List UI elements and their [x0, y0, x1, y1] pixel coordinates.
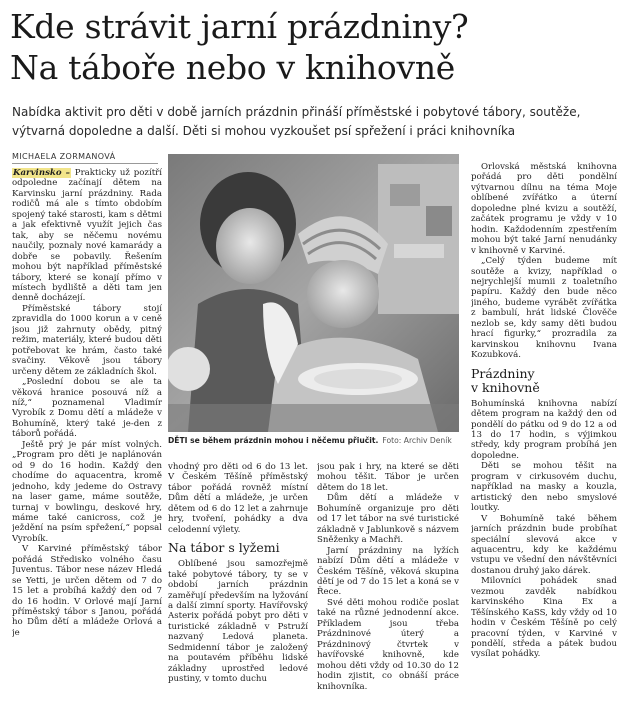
section-subtitle: Na tábor s lyžemi [168, 540, 280, 556]
paragraph: V Bohumíně také během jarních prázdnin bude probíhat speciální slevová akce v aquacentru, kdy ke každému vstupu ve všední den návštěvníci dostanou druhý jako dárek. [471, 513, 617, 576]
headline-line-2: Na táboře nebo v knihovně [10, 48, 456, 87]
paragraph: Orlovská městská knihovna pořádá pro děti pondělní výtvarnou dílnu na téma Moje oblíbené zvířátko a úterní dopoledne plné kvizu a soutěží, začátek programu je vždy v 10 hodin. Každodenním zpestřením mohou být také Jarní nenudánky v knihovně v Karviné. [471, 162, 617, 256]
headline-line-1: Kde strávit jarní prázdniny? [10, 7, 469, 46]
photo-children-crafting [168, 154, 459, 432]
subtitle-line-1: Prázdniny [471, 365, 535, 381]
paragraph: Oblíbené jsou samozřejmě také pobytové tábory, ty se v období jarních prázdnin zaměřují především na lyžování a další zimní sporty. Havířovský Asterix pořádá pobyt pro děti v turistické základně v Pstruží nazvaný Ledová planeta. Sedmidenní tábor je založený na poutavém příběhu lidské základny uprostřed ledové pustiny, v tomto duchu [168, 559, 308, 685]
paragraph: „Celý týden budeme mít soutěže a kvizy, například o nejrychlejší mumii z toaletního papíru. Každý den bude něco jiného, budeme vyrábět zvířátka z bambulí, hrát lidské Člověče nezlob se, kdy samy děti budou hrací figurky,“ prozradila za karvinskou knihovnu Ivana Kozubková. [471, 256, 617, 361]
column-3 [317, 462, 459, 717]
paragraph: jsou pak i hry, na které se děti mohou těšit. Tábor je určen dětem do 18 let. [317, 462, 459, 493]
location-tag: Karvinsko – [13, 168, 70, 178]
paragraph: Bohumínská knihovna nabízí dětem program na každý den od pondělí do pátku od 9 do 12 a od 13 do 17 hodin, s výjimkou středy, kdy program probíhá jen dopoledne. [471, 398, 617, 461]
subtitle-line-2: v knihovně [471, 379, 540, 395]
subhead: Nabídka aktivit pro děti v době jarních prázdnin přináší příměstské i pobytové tábory, soutěže, výtvarná dopoledne a další. Děti si mohou vyzkoušet psí spřežení i práci knihovníka [12, 105, 581, 138]
paragraph: Příměstské tábory stojí zpravidla do 1000 korun a v ceně jsou již zahrnuty obědy, pitný režim, materiály, které budou děti potřebovat ke hrám, často také svačiny. Věkově jsou tábory určeny dětem ze základních škol. [12, 303, 162, 377]
column-4 [471, 162, 617, 717]
photo-caption [168, 436, 459, 446]
paragraph: Milovníci pohádek snad vezmou zavděk nabídkou karvinského Kina Ex a Těšínského KaSS, kdy vždy od 10 hodin v Českém Těšíně po celý pracovní týden, v Karviné v pondělí, středa a pátek budou vysílat pohádky. [471, 576, 617, 660]
paragraph: „Poslední dobou se ale ta věková hranice posouvá níž a níž,“ poznamenal Vladimír Vyrobík z Domu dětí a mládeže v Bohumíně, který také je-den z táborů pořádá. [12, 377, 162, 440]
paragraph: vhodný pro děti od 6 do 13 let. V Českém Těšíně příměstský tábor pořádá rovněž místní Dům dětí a mládeže, je určen dětem od 6 do 12 let a zahrnuje hry, tvoření, pohádky a dva celodenní výlety. [168, 462, 308, 535]
headline [10, 6, 616, 88]
paragraph: Děti se mohou těšit na program v cirkusovém duchu, například na masky a kouzla, artistický den nebo smyslové loutky. [471, 461, 617, 514]
column-2 [168, 462, 308, 717]
paragraph: Jarní prázdniny na lyžích nabízí Dům dětí a mládeže v Českém Těšíně, věková skupina dětí je od 7 do 15 let a koná se v Řece. [317, 545, 459, 598]
paragraph: V Karviné příměstský tábor pořádá Středisko volného času Juventus. Tábor nese název Hledá se Yetti, je určen dětem od 7 do 15 let a probíhá každý den od 7 do 16 hodin. V Orlové mají Jarní příměstský tábor s Janou, pořádá ho Dům dětí a mládeže Orlová a je [12, 544, 162, 638]
lead-text: Prakticky už pozítří odpoledne začínají dětem na Karvinsku jarní prázdniny. Rada rodičů má ale s tímto obdobím spojený také starosti, kam s dětmi a jak efektivně využít jejich čas tak, aby se něčemu novému naučily, poznaly nové kamarády a dobře se pobavily. Řešením mohou být například příměstské tábory, které se konají přímo v místech bydliště a děti tam jen denně docházejí. [12, 168, 162, 304]
paragraph: Dům dětí a mládeže v Bohumíně organizuje pro děti od 17 let tábor na své turistické základně v Jablunkově s názvem Sněženky a Machři. [317, 493, 459, 546]
column-1 [12, 168, 162, 716]
paragraph: Své děti mohou rodiče poslat také na různé jednodenní akce. Příkladem jsou třeba Prázdninové úterý a Prázdninový čtvrtek v havířovské knihovně, kde mohou děti vždy od 10.30 do 12 hodin zjistit, co obnáší práce knihovníka. [317, 597, 459, 692]
byline: MICHAELA ZORMANOVÁ [12, 152, 158, 164]
photo-credit: Foto: Archiv Deník [382, 436, 452, 445]
article-photo [168, 154, 459, 432]
section-subtitle [471, 367, 617, 395]
paragraph [12, 168, 162, 304]
caption-text: DĚTI se během prázdnin mohou i něčemu přiučit. [168, 436, 379, 445]
paragraph: Ještě prý je pár míst volných. „Program pro děti je naplánován od 9 do 16 hodin. Každý den chodíme do aquacentra, kromě jednoho, kdy jedeme do Ostravy na laser game, máme soutěže, turnaj v bowlingu, deskové hry, máme také canicross, což je ježdění na psím spřežení,“ popsal Vyrobík. [12, 439, 162, 544]
